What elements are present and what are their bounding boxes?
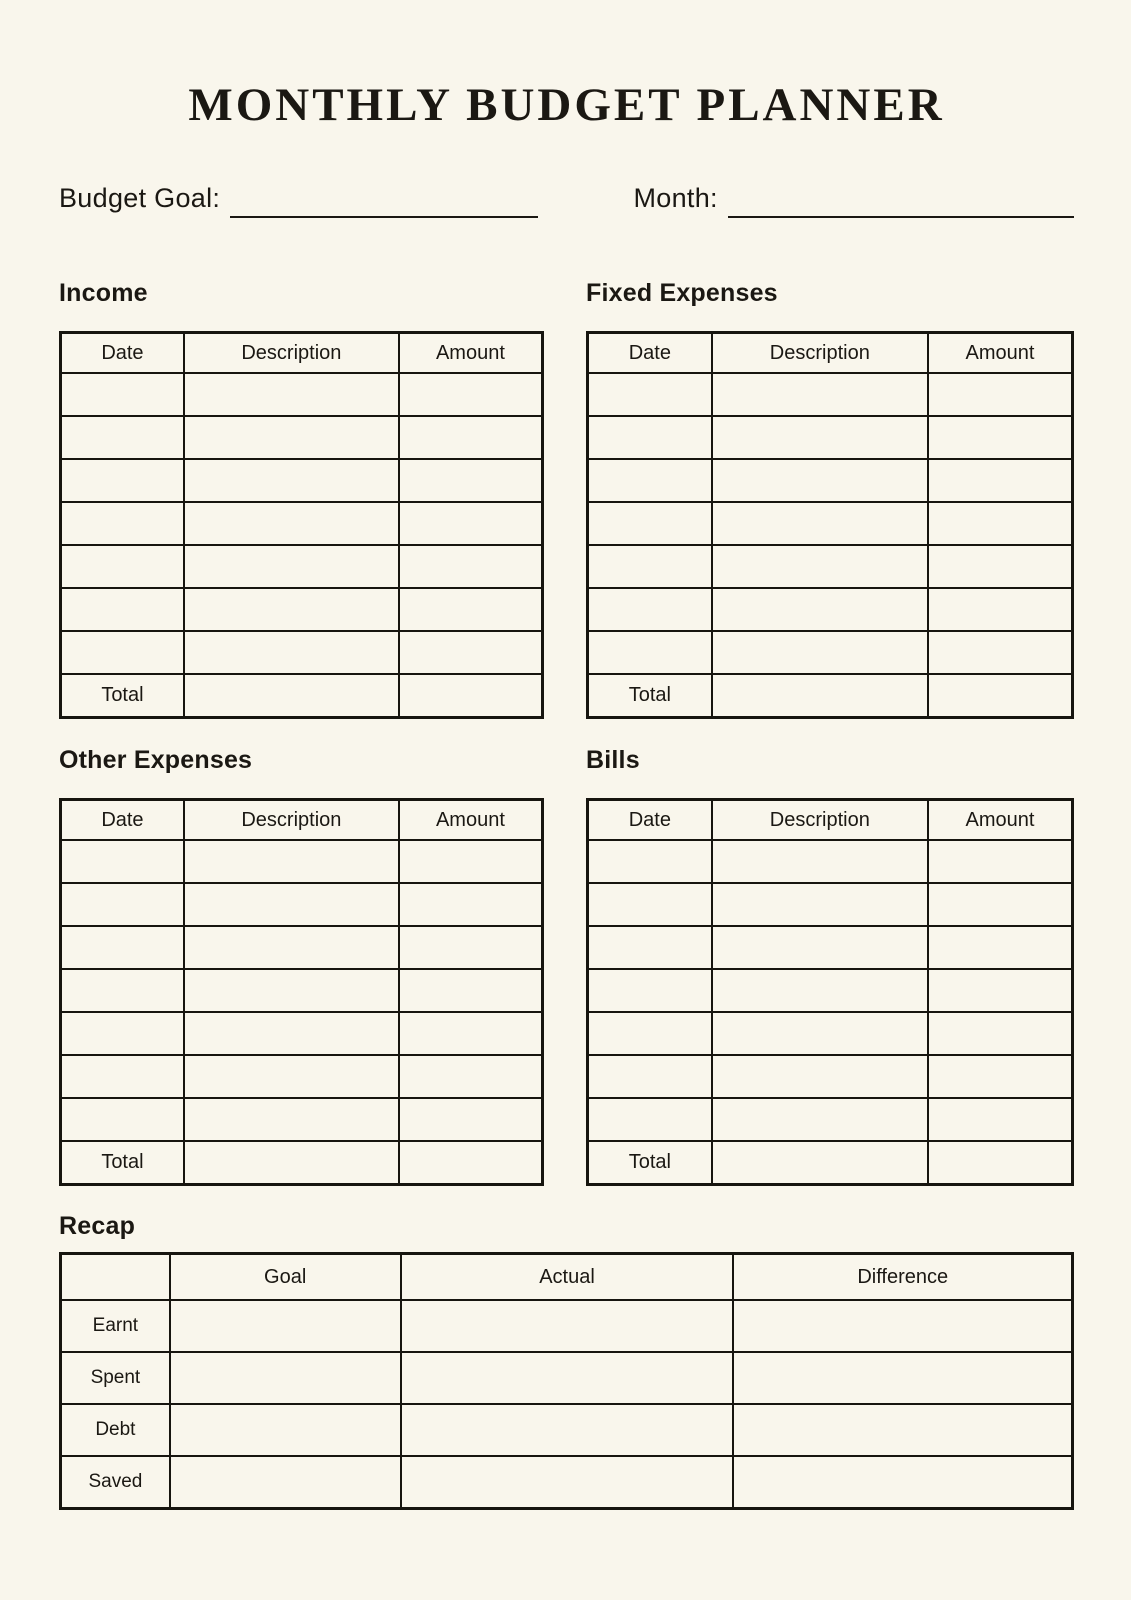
entry-cell-description[interactable] [184, 588, 399, 631]
entry-cell-description[interactable] [712, 1055, 928, 1098]
recap-row-debt [61, 1404, 1073, 1456]
entry-cell-description[interactable] [184, 545, 399, 588]
total-label: Total [61, 1141, 184, 1185]
entry-cell-date[interactable] [588, 545, 712, 588]
entry-cell-description[interactable] [184, 1098, 399, 1141]
entry-cell-date[interactable] [588, 631, 712, 674]
total-amount-cell[interactable] [928, 1141, 1073, 1185]
entry-cell-amount[interactable] [928, 459, 1073, 502]
total-description-cell[interactable] [712, 1141, 928, 1185]
ledger-entry-row [588, 883, 1073, 926]
entry-cell-amount[interactable] [399, 1055, 543, 1098]
ledger-entry-row [61, 631, 543, 674]
entry-cell-description[interactable] [184, 373, 399, 416]
entry-cell-amount[interactable] [399, 502, 543, 545]
ledger-entry-row [588, 1098, 1073, 1141]
entry-cell-description[interactable] [184, 1012, 399, 1055]
entry-cell-description[interactable] [712, 631, 928, 674]
ledger-entry-row [61, 416, 543, 459]
budget-goal-label: Budget Goal: [59, 183, 221, 213]
recap-row-spent [61, 1352, 1073, 1404]
section-other-expenses [59, 745, 544, 1186]
column-header-description: Description [184, 333, 399, 374]
total-amount-cell[interactable] [399, 1141, 543, 1185]
recap-cell-actual[interactable] [401, 1404, 734, 1456]
total-description-cell[interactable] [712, 674, 928, 718]
entry-cell-date[interactable] [588, 416, 712, 459]
ledger-entry-row [588, 840, 1073, 883]
budget-goal-blank-line[interactable] [230, 216, 538, 218]
total-description-cell[interactable] [184, 1141, 399, 1185]
ledger-entry-row [588, 459, 1073, 502]
recap-cell-difference[interactable] [733, 1352, 1072, 1404]
entry-cell-description[interactable] [712, 588, 928, 631]
entry-cell-description[interactable] [184, 883, 399, 926]
income-table [59, 331, 544, 719]
month-field [634, 184, 1075, 212]
entry-cell-date[interactable] [61, 588, 184, 631]
entry-cell-date[interactable] [61, 926, 184, 969]
entry-cell-date[interactable] [588, 588, 712, 631]
ledger-entry-row [588, 373, 1073, 416]
total-description-cell[interactable] [184, 674, 399, 718]
section-title-bills: Bills [586, 746, 640, 775]
ledger-entry-row [588, 1012, 1073, 1055]
entry-cell-amount[interactable] [928, 1055, 1073, 1098]
entry-cell-description[interactable] [712, 1012, 928, 1055]
ledger-entry-row [61, 883, 543, 926]
ledger-entry-row [588, 502, 1073, 545]
recap-cell-actual[interactable] [401, 1300, 734, 1352]
recap-row-label-spent: Spent [61, 1352, 170, 1404]
column-header-date: Date [61, 333, 184, 374]
entry-cell-description[interactable] [712, 840, 928, 883]
column-header-date: Date [588, 800, 712, 841]
recap-corner-cell [61, 1254, 170, 1301]
entry-cell-description[interactable] [184, 502, 399, 545]
entry-cell-description[interactable] [712, 969, 928, 1012]
entry-cell-amount[interactable] [399, 840, 543, 883]
entry-cell-date[interactable] [61, 1098, 184, 1141]
recap-row-saved [61, 1456, 1073, 1509]
section-title-income: Income [59, 279, 148, 308]
ledger-entry-row [61, 459, 543, 502]
recap-cell-goal[interactable] [170, 1404, 401, 1456]
entry-cell-description[interactable] [712, 459, 928, 502]
entry-cell-date[interactable] [588, 840, 712, 883]
recap-row-earnt [61, 1300, 1073, 1352]
entry-cell-description[interactable] [184, 1055, 399, 1098]
ledger-entry-row [588, 1055, 1073, 1098]
ledger-entry-row [61, 969, 543, 1012]
entry-cell-date[interactable] [588, 502, 712, 545]
column-header-amount: Amount [399, 800, 543, 841]
ledger-sections-grid [59, 278, 1074, 1186]
entry-cell-amount[interactable] [399, 459, 543, 502]
ledger-header-row [588, 333, 1073, 374]
entry-cell-amount[interactable] [928, 545, 1073, 588]
column-header-amount: Amount [399, 333, 543, 374]
entry-cell-amount[interactable] [399, 926, 543, 969]
entry-cell-amount[interactable] [928, 1012, 1073, 1055]
ledger-entry-row [61, 926, 543, 969]
ledger-entry-row [588, 969, 1073, 1012]
recap-column-header-goal: Goal [170, 1254, 401, 1301]
entry-cell-amount[interactable] [399, 969, 543, 1012]
entry-cell-amount[interactable] [928, 631, 1073, 674]
ledger-total-row [61, 674, 543, 718]
entry-cell-amount[interactable] [399, 1098, 543, 1141]
entry-cell-amount[interactable] [928, 883, 1073, 926]
month-label: Month: [633, 183, 718, 213]
entry-cell-amount[interactable] [928, 840, 1073, 883]
entry-cell-date[interactable] [61, 1055, 184, 1098]
ledger-total-row [588, 1141, 1073, 1185]
month-blank-line[interactable] [728, 216, 1074, 218]
entry-cell-description[interactable] [712, 502, 928, 545]
entry-cell-amount[interactable] [399, 883, 543, 926]
ledger-entry-row [61, 1098, 543, 1141]
entry-cell-date[interactable] [588, 459, 712, 502]
entry-cell-date[interactable] [61, 883, 184, 926]
ledger-entry-row [61, 588, 543, 631]
entry-cell-description[interactable] [712, 883, 928, 926]
column-header-amount: Amount [928, 800, 1073, 841]
column-header-description: Description [712, 800, 928, 841]
recap-table [59, 1252, 1074, 1510]
entry-cell-date[interactable] [588, 1055, 712, 1098]
entry-cell-amount[interactable] [928, 588, 1073, 631]
entry-cell-description[interactable] [712, 926, 928, 969]
section-recap [59, 1211, 1074, 1510]
total-amount-cell[interactable] [928, 674, 1073, 718]
entry-cell-description[interactable] [712, 1098, 928, 1141]
entry-cell-description[interactable] [184, 631, 399, 674]
entry-cell-date[interactable] [61, 545, 184, 588]
total-amount-cell[interactable] [399, 674, 543, 718]
recap-cell-goal[interactable] [170, 1300, 401, 1352]
header-fields-row [59, 184, 1074, 212]
budget-goal-field [59, 184, 538, 212]
ledger-header-row [588, 800, 1073, 841]
entry-cell-amount[interactable] [399, 416, 543, 459]
section-title-other-expenses: Other Expenses [59, 746, 253, 775]
recap-cell-goal[interactable] [170, 1352, 401, 1404]
ledger-entry-row [588, 631, 1073, 674]
ledger-total-row [61, 1141, 543, 1185]
ledger-entry-row [61, 1012, 543, 1055]
entry-cell-amount[interactable] [928, 416, 1073, 459]
entry-cell-date[interactable] [61, 631, 184, 674]
recap-cell-actual[interactable] [401, 1352, 734, 1404]
ledger-entry-row [61, 1055, 543, 1098]
column-header-date: Date [588, 333, 712, 374]
recap-header-row [61, 1254, 1073, 1301]
entry-cell-amount[interactable] [399, 1012, 543, 1055]
entry-cell-description[interactable] [184, 840, 399, 883]
ledger-entry-row [61, 545, 543, 588]
entry-cell-amount[interactable] [928, 969, 1073, 1012]
entry-cell-date[interactable] [61, 840, 184, 883]
entry-cell-amount[interactable] [399, 373, 543, 416]
ledger-entry-row [588, 926, 1073, 969]
entry-cell-date[interactable] [61, 416, 184, 459]
column-header-description: Description [184, 800, 399, 841]
page-title: MONTHLY BUDGET PLANNER [188, 79, 945, 131]
column-header-amount: Amount [928, 333, 1073, 374]
entry-cell-date[interactable] [588, 373, 712, 416]
entry-cell-amount[interactable] [928, 926, 1073, 969]
entry-cell-description[interactable] [184, 926, 399, 969]
ledger-entry-row [61, 840, 543, 883]
entry-cell-amount[interactable] [928, 1098, 1073, 1141]
section-fixed-expenses [586, 278, 1074, 719]
entry-cell-date[interactable] [588, 926, 712, 969]
ledger-header-row [61, 333, 543, 374]
section-bills [586, 745, 1074, 1186]
recap-column-header-actual: Actual [401, 1254, 734, 1301]
entry-cell-amount[interactable] [399, 588, 543, 631]
entry-cell-date[interactable] [61, 502, 184, 545]
other-expenses-table [59, 798, 544, 1186]
section-title-recap: Recap [59, 1212, 136, 1241]
total-label: Total [61, 674, 184, 718]
fixed-expenses-table [586, 331, 1074, 719]
entry-cell-date[interactable] [588, 883, 712, 926]
recap-cell-difference[interactable] [733, 1404, 1072, 1456]
column-header-description: Description [712, 333, 928, 374]
recap-row-label-debt: Debt [61, 1404, 170, 1456]
ledger-entry-row [588, 545, 1073, 588]
entry-cell-amount[interactable] [399, 545, 543, 588]
entry-cell-amount[interactable] [399, 631, 543, 674]
bills-table [586, 798, 1074, 1186]
ledger-total-row [588, 674, 1073, 718]
entry-cell-date[interactable] [588, 1012, 712, 1055]
ledger-entry-row [588, 588, 1073, 631]
entry-cell-date[interactable] [588, 969, 712, 1012]
entry-cell-date[interactable] [61, 969, 184, 1012]
ledger-entry-row [588, 416, 1073, 459]
ledger-entry-row [61, 373, 543, 416]
total-label: Total [588, 1141, 712, 1185]
recap-row-label-earnt: Earnt [61, 1300, 170, 1352]
recap-cell-difference[interactable] [733, 1456, 1072, 1509]
entry-cell-date[interactable] [61, 1012, 184, 1055]
entry-cell-description[interactable] [712, 545, 928, 588]
recap-column-header-difference: Difference [733, 1254, 1072, 1301]
recap-cell-difference[interactable] [733, 1300, 1072, 1352]
entry-cell-date[interactable] [61, 459, 184, 502]
column-header-date: Date [61, 800, 184, 841]
entry-cell-description[interactable] [184, 459, 399, 502]
entry-cell-date[interactable] [61, 373, 184, 416]
ledger-entry-row [61, 502, 543, 545]
section-income [59, 278, 544, 719]
entry-cell-amount[interactable] [928, 502, 1073, 545]
entry-cell-description[interactable] [184, 969, 399, 1012]
entry-cell-date[interactable] [588, 1098, 712, 1141]
ledger-header-row [61, 800, 543, 841]
recap-cell-actual[interactable] [401, 1456, 734, 1509]
entry-cell-description[interactable] [712, 373, 928, 416]
recap-cell-goal[interactable] [170, 1456, 401, 1509]
entry-cell-amount[interactable] [928, 373, 1073, 416]
total-label: Total [588, 674, 712, 718]
entry-cell-description[interactable] [184, 416, 399, 459]
entry-cell-description[interactable] [712, 416, 928, 459]
section-title-fixed-expenses: Fixed Expenses [586, 279, 778, 308]
recap-row-label-saved: Saved [61, 1456, 170, 1509]
